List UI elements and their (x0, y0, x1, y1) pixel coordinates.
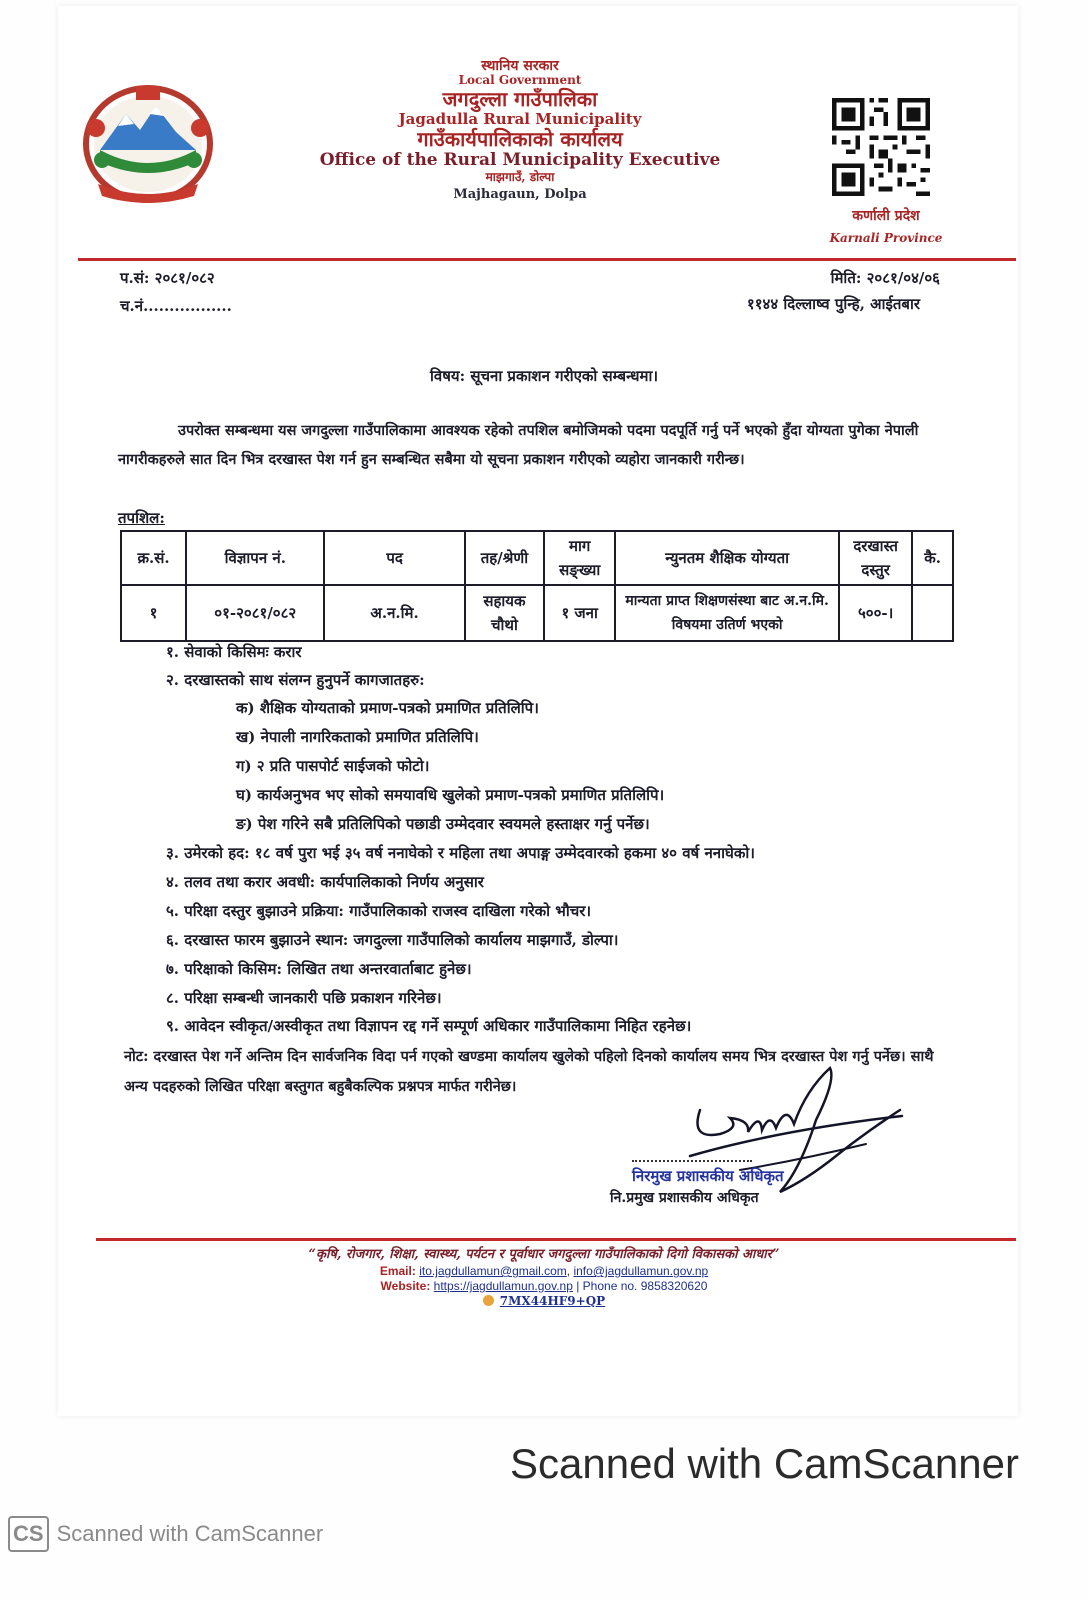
table-cell: सहायक चौथो (465, 585, 544, 641)
table-header: विज्ञापन नं. (186, 531, 324, 585)
email-link-info[interactable]: info@jagdullamun.gov.np (573, 1264, 709, 1278)
qr-code-icon (832, 98, 930, 196)
location-pin-icon (483, 1295, 494, 1306)
footer-motto: “कृषि, रोजगार, शिक्षा, स्वास्थ्य, पर्यटन र पूर्वाधार जगदुल्ला गाउँपालिकाको दिगो विकासको आधार” (308, 1247, 780, 1262)
letter-subject: विषय: सूचना प्रकाशन गरीएको सम्बन्धमा। (429, 367, 659, 385)
camscanner-watermark: Scanned with CamScanner (510, 1440, 1019, 1487)
list-subitem: ख) नेपाली नागरिकताको प्रमाणित प्रतिलिपि। (236, 728, 479, 746)
table-cell: मान्यता प्राप्त शिक्षणसंस्था बाट अ.न.मि. विषयमा उतिर्ण भएको (615, 585, 839, 641)
list-item: ४. तलव तथा करार अवधी: कार्यपालिकाको निर्णय अनुसार (166, 873, 484, 891)
dispatch-number: च.नं................. (120, 297, 232, 315)
note-paragraph: नोट: दरखास्त पेश गर्ने अन्तिम दिन सार्वजनिक विदा पर्न गएको खण्डमा कार्यालय खुलेको पहिलो दिनको कार्यालय समय भित्र दरखास्त पेश गर्नु पर्नेछ। साथै अन्य पदहरुको लिखित परिक्षा बस्तुगत बहुबैकल्पिक प्रश्नपत्र मार्फत गरीनेछ। (124, 1048, 934, 1095)
list-item: ८. परिक्षा सम्बन्धी जानकारी पछि प्रकाशन गरिनेछ। (166, 989, 442, 1007)
list-item: ६. दरखास्त फारम बुझाउने स्थान: जगदुल्ला गाउँपालिको कार्यालय माझगाउँ, डोल्पा। (166, 931, 619, 949)
list-subitem: क) शैक्षिक योग्यताको प्रमाण-पत्रको प्रमाणित प्रतिलिपि। (236, 699, 539, 717)
table-cell: १ जना (544, 585, 615, 641)
camscanner-footer (8, 1516, 323, 1552)
letter-date: मिति: २०८१/०४/०६ (830, 269, 940, 287)
table-header: पद (324, 531, 464, 585)
list-item: ७. परिक्षाको किसिम: लिखित तथा अन्तरवार्ताबाट हुनेछ। (166, 960, 472, 978)
footer-email-line: Email: ito.jagdullamun@gmail.com, info@jagdullamun.gov.np (379, 1264, 709, 1278)
municipality-np: जगदुल्ला गाउँपालिका (442, 86, 598, 111)
list-item: ५. परिक्षा दस्तुर बुझाउने प्रक्रिया: गाउँपालिकाको राजस्व दाखिला गरेको भौचर। (166, 902, 592, 920)
camscanner-logo-icon: CS (8, 1516, 49, 1552)
table-cell: अ.न.मि. (324, 585, 464, 641)
table-cell: ०१-२०८१/०८२ (186, 585, 324, 641)
table-header: क्र.सं. (121, 531, 186, 585)
pluscode-link[interactable]: 7MX44HF9+QP (499, 1294, 606, 1308)
province-block (820, 206, 952, 245)
list-subitem: ग) २ प्रति पासपोर्ट साईजको फोटो। (236, 757, 430, 775)
vacancy-table (120, 530, 954, 642)
table-cell: १ (121, 585, 186, 641)
footer-pluscode-line (0, 1294, 1088, 1308)
table-header: न्युनतम शैक्षिक योग्यता (615, 531, 839, 585)
letter-date-lunar: ११४४ दिल्लाष्व पुन्हि, आईतबार (746, 295, 920, 313)
address-np: माझगाउँ, डोल्पा (485, 169, 555, 184)
office-np: गाउँकार्यपालिकाको कार्यालय (417, 127, 623, 152)
letter-number: प.सं: २०८१/०८२ (120, 269, 215, 287)
address-en: Majhagaun, Dolpa (453, 187, 587, 203)
table-header: माग सङ्ख्या (544, 531, 615, 585)
signatory-title: नि.प्रमुख प्रशासकीय अधिकृत (610, 1190, 759, 1206)
website-link[interactable]: https://jagdullamun.gov.np (433, 1279, 573, 1293)
table-header: कै. (912, 531, 953, 585)
table-header: दरखास्त दस्तुर (839, 531, 912, 585)
table-header: तह/श्रेणी (465, 531, 544, 585)
list-item: १. सेवाको किसिमः करार (166, 643, 302, 661)
list-subitem: घ) कार्यअनुभव भए सोको समयावधि खुलेको प्रमाण-पत्रको प्रमाणित प्रतिलिपि। (236, 786, 665, 804)
email-link-ito[interactable]: ito.jagdullamun@gmail.com (419, 1264, 567, 1278)
signatory-name: निरमुख प्रशासकीय अधिकृत (632, 1167, 784, 1185)
local-gov-en: Local Government (458, 73, 582, 88)
province-en: Karnali Province (829, 231, 943, 245)
letterhead (300, 58, 740, 203)
list-subitem: ङ) पेश गरिने सबै प्रतिलिपिको पछाडी उम्मेदवार स्वयमले हस्ताक्षर गर्नु पर्नेछ। (236, 815, 650, 833)
phone-number: | Phone no. 9858320620 (576, 1279, 708, 1293)
website-label: Website: (380, 1279, 431, 1293)
office-en: Office of the Rural Municipality Executive (319, 150, 721, 171)
list-item: २. दरखास्तको साथ संलग्न हुनुपर्ने कागजातहरु: (166, 671, 425, 689)
table-cell: ५००-। (839, 585, 912, 641)
table-row (121, 585, 953, 641)
municipality-en: Jagadulla Rural Municipality (398, 109, 642, 128)
details-heading: तपशिल: (118, 509, 165, 527)
nepal-emblem-icon (78, 80, 218, 206)
footer-rule (96, 1238, 1016, 1241)
signature-line (632, 1160, 752, 1162)
province-np: कर्णाली प्रदेश (852, 208, 920, 224)
intro-paragraph: उपरोक्त सम्बन्धमा यस जगदुल्ला गाउँपालिकामा आवश्यक रहेको तपशिल बमोजिमको पदमा पदपूर्ति गर्नु पर्ने भएको हुँदा योग्यता पुगेका नेपाली नागरीकहरुले सात दिन भित्र दरखास्त पेश गर्न हुन सम्बन्धित सबैमा यो सूचना प्रकाशन गरीएको व्यहोरा जानकारी गरीन्छ। (118, 422, 919, 468)
footer-website-line (0, 1279, 1088, 1293)
list-item: ९. आवेदन स्वीकृत/अस्वीकृत तथा विज्ञापन रद्द गर्ने सम्पूर्ण अधिकार गाउँपालिकामा निहित रहनेछ। (166, 1017, 692, 1035)
table-cell (912, 585, 953, 641)
camscanner-footer-text: Scanned with CamScanner (56, 1521, 324, 1546)
header-rule (78, 258, 1016, 261)
table-header-row (121, 531, 953, 585)
list-item: ३. उमेरको हद: १८ वर्ष पुरा भई ३५ वर्ष ननाघेको र महिला तथा अपाङ्ग उम्मेदवारको हकमा ४० वर्ष ननाघेको। (166, 844, 755, 862)
email-label: Email: (379, 1264, 416, 1278)
local-gov-np: स्थानिय सरकार (481, 58, 559, 74)
